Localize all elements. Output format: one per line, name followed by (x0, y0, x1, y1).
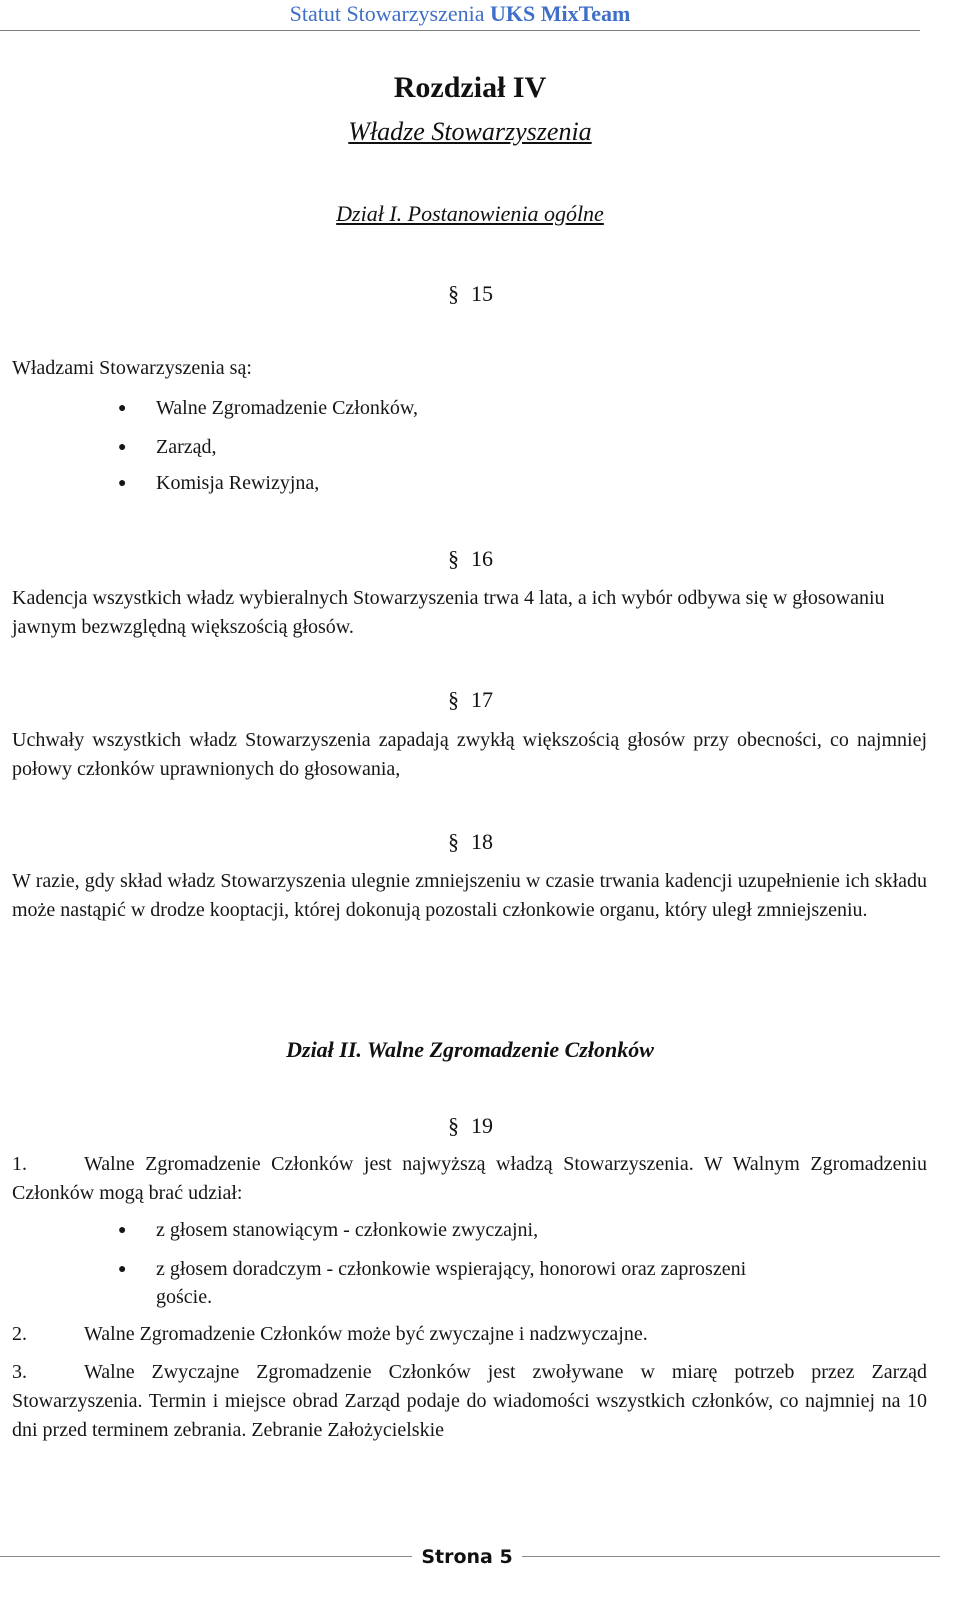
section-title-general: Dział I. Postanowienia ogólne (336, 201, 604, 226)
item-text: Walne Zgromadzenie Członków jest najwyższą władzą Stowarzyszenia. W Walnym Zgromadzeniu Członków mogą brać udział: (12, 1153, 927, 1204)
header-title-bold: UKS MixTeam (490, 1, 631, 26)
paragraph-text-17: Uchwały wszystkich władz Stowarzyszenia zapadają zwykłą większością głosów przy obecności, co najmniej połowy członków uprawnionych do głosowania, (12, 729, 927, 780)
list-item (118, 469, 319, 498)
list-item (118, 1255, 746, 1284)
paragraph-symbol: § (448, 829, 459, 854)
numbered-item-3 (12, 1358, 927, 1445)
item-number: 1. (12, 1153, 27, 1175)
footer-divider-left (0, 1556, 412, 1557)
page-number: Strona 5 (421, 1546, 513, 1568)
paragraph-symbol: § (448, 546, 459, 571)
paragraph-number: 18 (471, 829, 493, 854)
paragraph-number-19 (448, 1112, 493, 1140)
list-item-text: z głosem doradczym - członkowie wspierający, honorowi oraz zaproszeni (156, 1258, 747, 1280)
header-title-prefix: Statut Stowarzyszenia (289, 1, 491, 26)
bullet-icon: ● (118, 401, 127, 417)
chapter-subtitle: Władze Stowarzyszenia (348, 117, 592, 146)
numbered-item-2 (12, 1320, 927, 1349)
header-title (0, 2, 920, 26)
chapter-title: Rozdział IV (393, 71, 547, 104)
item-number: 2. (12, 1323, 27, 1345)
paragraph-symbol: § (448, 281, 459, 306)
footer-divider-right (522, 1556, 940, 1557)
paragraph-number: 16 (471, 546, 493, 571)
paragraph-number-18 (448, 828, 493, 856)
paragraph-number-15 (448, 280, 493, 308)
item-number: 3. (12, 1361, 27, 1383)
list-item-text: Walne Zgromadzenie Członków, (156, 397, 419, 419)
bullet-icon: ● (118, 440, 127, 456)
bullet-icon: ● (118, 1262, 127, 1278)
paragraph-text-18: W razie, gdy skład władz Stowarzyszenia ulegnie zmniejszeniu w czasie trwania kadencji uzupełnienie ich składu może nastąpić w drodze kooptacji, której dokonują pozostali członkowie organu, który uległ zmniejszeniu. (12, 870, 927, 921)
bullet-icon: ● (118, 476, 127, 492)
list-item-text: Zarząd, (156, 436, 217, 458)
page-header (0, 0, 920, 31)
paragraph-symbol: § (448, 687, 459, 712)
list-item-text: Komisja Rewizyjna, (156, 472, 320, 494)
section-title-general-assembly: Dział II. Walne Zgromadzenie Członków (286, 1037, 654, 1062)
paragraph-symbol: § (448, 1113, 459, 1138)
paragraph-number: 15 (471, 281, 493, 306)
list-item (118, 394, 418, 423)
list-item (118, 1216, 538, 1245)
paragraph-number-17 (448, 686, 493, 714)
paragraph-number: 17 (471, 687, 493, 712)
list-item (118, 433, 217, 462)
paragraph-number-16 (448, 545, 493, 573)
numbered-item-1 (12, 1150, 927, 1208)
list-item-text: z głosem stanowiącym - członkowie zwyczajni, (156, 1219, 539, 1241)
list-item-continuation: goście. (156, 1286, 213, 1308)
item-text: Walne Zwyczajne Zgromadzenie Członków jest zwoływane w miarę potrzeb przez Zarząd Stowarzyszenia. Termin i miejsce obrad Zarząd podaje do wiadomości wszystkich członków, co najmniej na 10 dni przed terminem zebrania. Zebranie Założycielskie (12, 1361, 927, 1441)
item-text: Walne Zgromadzenie Członków może być zwyczajne i nadzwyczajne. (84, 1323, 648, 1345)
bullet-icon: ● (118, 1223, 127, 1239)
paragraph-number: 19 (471, 1113, 493, 1138)
authorities-intro: Władzami Stowarzyszenia są: (12, 357, 252, 379)
paragraph-text-16: Kadencja wszystkich władz wybieralnych Stowarzyszenia trwa 4 lata, a ich wybór odbywa się w głosowaniu jawnym bezwzględną większością głosów. (12, 587, 885, 638)
